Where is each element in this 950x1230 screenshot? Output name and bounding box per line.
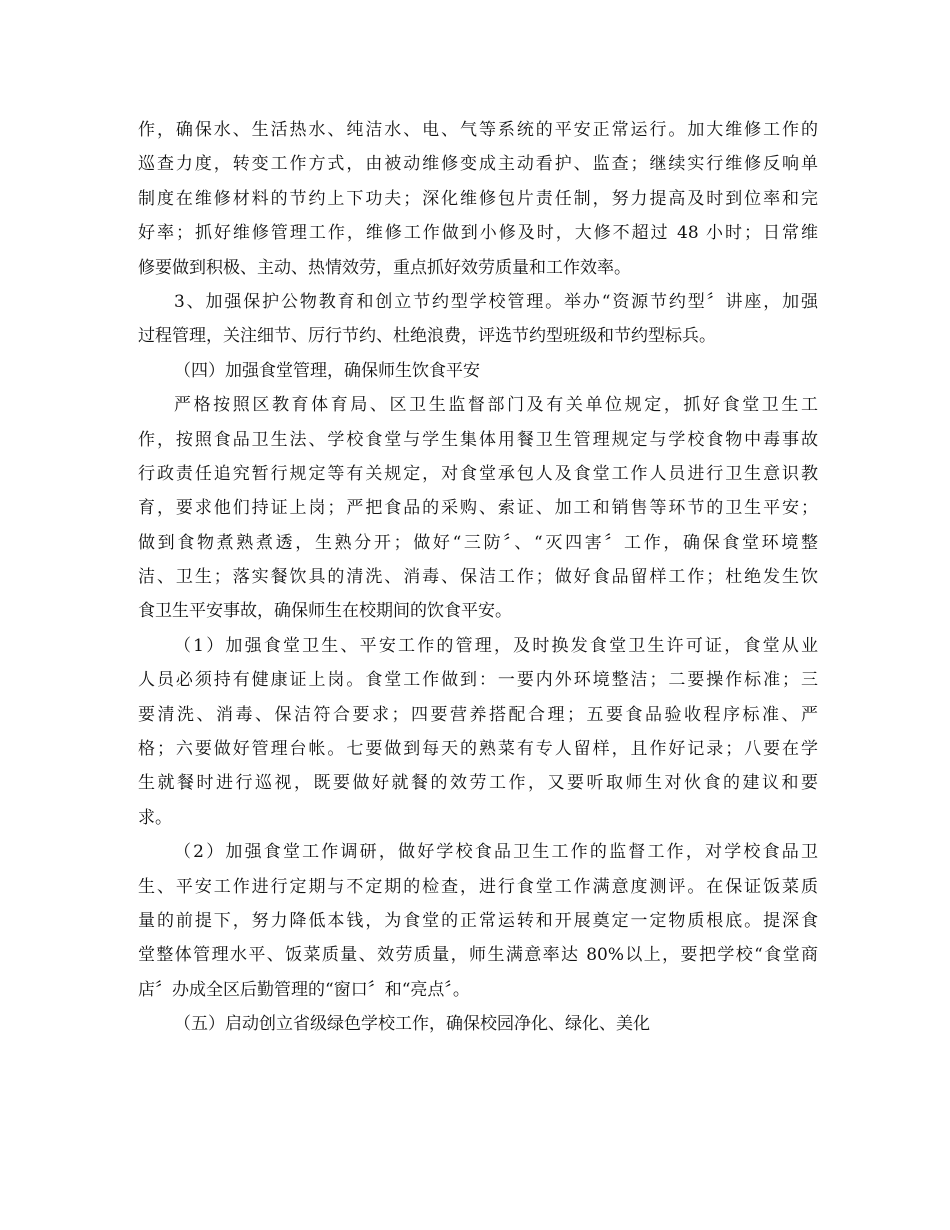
text-line: 作，确保水、生活热水、纯洁水、电、气等系统的平安正常运行。加大维修工作的 (138, 120, 818, 140)
text-line: 店〞办成全区后勤管理的“窗口〞和“亮点〞。 (138, 979, 470, 1000)
text-line: 生就餐时进行巡视，既要做好就餐的效劳工作，又要听取师生对伙食的建议和要 (138, 773, 818, 794)
text-line: 量的前提下，努力降低本钱，为食堂的正常运转和开展奠定一定物质根底。提深食 (138, 910, 818, 931)
text-line: 要清洗、消毒、保洁符合要求；四要营养搭配合理；五要食品验收程序标准、严 (138, 704, 818, 725)
text-line: 过程管理，关注细节、厉行节约、杜绝浪费，评选节约型班级和节约型标兵。 (138, 326, 716, 347)
text-line: 育，要求他们持证上岗；严把食品的采购、索证、加工和销售等环节的卫生平安； (138, 498, 818, 519)
text-line: 求。 (138, 807, 172, 828)
text-line: 格；六要做好管理台帐。七要做到每天的熟菜有专人留样，且作好记录；八要在学 (138, 739, 818, 760)
text-line: 修要做到积极、主动、热情效劳，重点抓好效劳质量和工作效率。 (138, 257, 631, 278)
text-line: 洁、卫生；落实餐饮具的清洗、消毒、保洁工作；做好食品留样工作；杜绝发生饮 (138, 567, 818, 588)
text-line: 制度在维修材料的节约上下功夫；深化维修包片责任制，努力提高及时到位率和完 (138, 188, 818, 209)
text-line: 人员必须持有健康证上岗。食堂工作做到：一要内外环境整洁；二要操作标准；三 (138, 670, 818, 691)
text-line: 堂整体管理水平、饭菜质量、效劳质量，师生满意率达 80%以上，要把学校“食堂商 (138, 945, 818, 966)
text-line: 行政责任追究暂行规定等有关规定，对食堂承包人及食堂工作人员进行卫生意识教 (138, 463, 818, 484)
text-line: 严格按照区教育体育局、区卫生监督部门及有关单位规定，抓好食堂卫生工 (174, 395, 818, 416)
section-heading: （五）启动创立省级绿色学校工作，确保校园净化、绿化、美化 (174, 1014, 650, 1035)
text-line: 巡查力度，转变工作方式，由被动维修变成主动看护、监查；继续实行维修反响单 (138, 154, 818, 175)
text-line: 食卫生平安事故，确保师生在校期间的饮食平安。 (138, 601, 512, 622)
text-line: 好率；抓好维修管理工作，维修工作做到小修及时，大修不超过 48 小时；日常维 (138, 223, 818, 244)
text-line: 做到食物煮熟煮透，生熟分开；做好“三防〞、“灭四害〞工作，确保食堂环境整 (138, 532, 818, 553)
text-line: 生、平安工作进行定期与不定期的检查，进行食堂工作满意度测评。在保证饭菜质 (138, 876, 818, 897)
document-body (138, 113, 818, 1042)
text-line: 3、加强保护公物教育和创立节约型学校管理。举办“资源节约型〞讲座，加强 (174, 291, 818, 312)
text-line: 作，按照食品卫生法、学校食堂与学生集体用餐卫生管理规定与学校食物中毒事故 (138, 429, 818, 450)
section-heading: （四）加强食堂管理，确保师生饮食平安 (174, 360, 480, 381)
text-line: （1）加强食堂卫生、平安工作的管理，及时换发食堂卫生许可证，食堂从业 (174, 635, 818, 656)
text-line: （2）加强食堂工作调研，做好学校食品卫生工作的监督工作，对学校食品卫 (174, 842, 818, 863)
